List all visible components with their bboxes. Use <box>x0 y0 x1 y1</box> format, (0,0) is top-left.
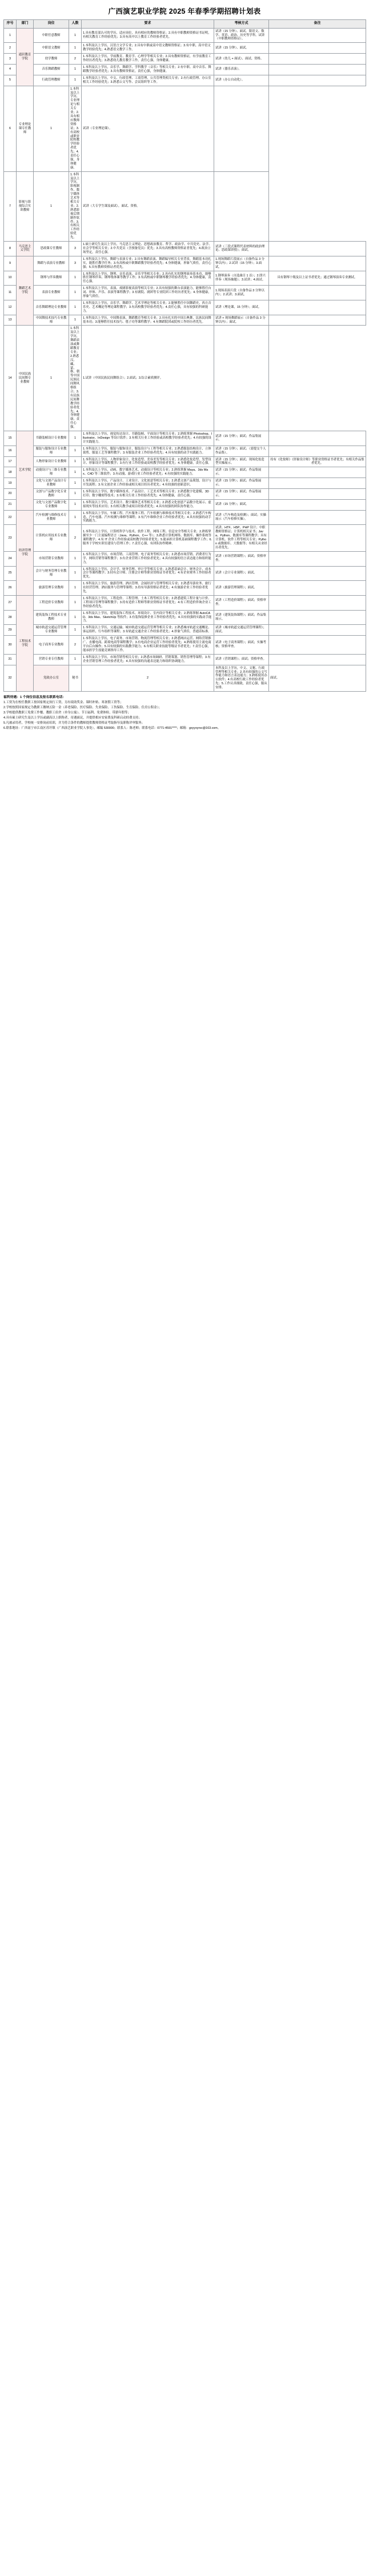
row-remark <box>269 242 366 256</box>
table-row <box>4 456 366 467</box>
row-headcount: 1 <box>69 446 82 456</box>
row-requirements: 1.本科及以上学历，视觉传达设计、书籍装帧、平面设计等相关专业；2.熟练掌握 Photoshop、Illustrator、InDesign 等设计软件；3.有相关行业工作经验或高校教学经验者优先；4.有较强的设计实践能力。 <box>82 431 214 446</box>
row-index: 24 <box>4 551 17 566</box>
row-requirements: 1.本科及以上学历，中文、行政管理、工商管理、公共管理类相关专业；2.有行政管理、办公室相关工作经验优先；3.熟悉公文写作、会议组织等工作。 <box>82 75 214 86</box>
row-exam-method: 试讲（15 分钟）；面试；作品集展示。 <box>214 431 269 446</box>
row-exam-method: 试讲（办公自动化）。 <box>214 75 269 86</box>
row-headcount: 2 <box>69 525 82 551</box>
row-exam-method: 1.试讲（中国民族民间舞组合）；2.面试；3.综合素质测评。 <box>82 326 214 431</box>
row-requirements: 1.本科及以上学历，会计学、财务管理、审计学等相关专业；2.熟悉基础会计、财务会计、成本会计等课程教学；3.持有会计师、注册会计师等职业资格证书者优先；4.有企业财务工作经验者优先。 <box>82 566 214 581</box>
row-requirements: 1.本科及以上学历，中国舞表演、舞蹈教育等相关专业；2.具有扎实的中国古典舞、民族民间舞基本功；3.能够胜任技术技巧、毯子功等课程教学；4.有舞蹈院团或院校工作经历者优先。 <box>82 315 214 326</box>
row-requirements: 1.本科及以上学历，计算机科学与技术、软件工程、网络工程、信息安全等相关专业；2.熟练掌握至少一门主流编程语言（Java、Python、C++ 等）；3.熟悉计算机网络、数据库、操作系统等课程教学；4.有 IT 企业工作经验或高校教学经验者优先；5.能承担计算机基础课程教学工作；6.服务于学校实训室建设与管理工作；7.责任心强，有团队协作精神。 <box>82 525 214 551</box>
row-requirements: 1.本科及以上学历，学前教育、教育学、心理学等相关专业；2.具有教师资格证，有学前教育工作经历者优先；3.熟悉幼儿教育教学工作，责任心强，身体健康。 <box>82 54 214 65</box>
row-requirements: 1.本科及以上学历，旅游管理、酒店管理、会展经济与管理等相关专业；2.熟悉导游业务、旅行社经营管理、酒店服务与管理等课程；3.持有导游资格证者优先；4.有旅游企业工作经验者优先。 <box>82 581 214 596</box>
row-post: 动漫设计与三维专业教师 <box>34 467 69 478</box>
row-remark <box>269 566 366 581</box>
table-row <box>4 581 366 596</box>
row-requirements: 1.本科及以上学历，工程造价、工程管理、土木工程等相关专业；2.熟悉建筑工程计量与计价、工程项目管理等课程教学；3.持有造价工程师等职业资格证书者优先；4.有工程造价咨询企业工作经验者优先。 <box>82 595 214 610</box>
row-headcount: 1 <box>69 625 82 636</box>
row-requirements: 1.本科及以上学历，市场营销、工商管理、电子商务等相关专业；2.熟悉市场营销、消费者行为学、网络营销等课程教学；3.有企业营销工作经验者优先；4.具有较强的语言表达能力和组织能力。 <box>82 551 214 566</box>
row-requirements: 1.本科及以上学历，市场营销等相关专业；2.熟悉市场调研、营销策划、销售管理等课程；3.有企业营销管理工作经验者优先；4.具有较强的沟通表达能力和组织协调能力。 <box>82 654 214 665</box>
table-row <box>4 315 366 326</box>
row-headcount: 1 <box>69 286 82 300</box>
row-post: 文化与文创产品设计专业教师 <box>34 478 69 489</box>
table-row <box>4 566 366 581</box>
row-requirements: 1.本科及以上学历，建筑装饰工程技术、环境设计、室内设计等相关专业；2.熟练掌握 AutoCAD、3ds Max、SketchUp 等软件；3.有装饰装修企业工作经验者优先；4.具有较强的实践动手能力。 <box>82 610 214 625</box>
row-exam-method: 试讲（15 分钟）；面试。 <box>214 499 269 510</box>
row-exam-method: 试讲（市场营销课程）；面试；资格审查。 <box>214 551 269 566</box>
table-row <box>4 171 366 241</box>
row-exam-method: 试讲（15 分钟）、面试。 <box>214 43 269 54</box>
row-headcount: 1 <box>69 489 82 500</box>
row-remark <box>269 54 366 65</box>
row-requirements: 1.本科及以上学历，专业理论与相关专业；2.具有相应教师资格证；3.有高校或职业院校教学经验者优先；4.责任心强，身体健康。 <box>69 86 82 171</box>
note-line: 5.凡被录用者，学校统一安排岗前培训，并为符合条件的教师提供教师资格证考取指导及职称评审服务； <box>3 721 145 725</box>
row-headcount: 2 <box>82 665 214 691</box>
row-post: 文化与文创产品数字化专业教师 <box>34 499 69 510</box>
row-index: 13 <box>4 315 17 326</box>
table-row <box>4 467 366 478</box>
row-post: 秘书 <box>69 665 82 691</box>
table-row <box>4 65 366 75</box>
row-index: 16 <box>4 446 17 456</box>
row-exam-method: 试讲（器乐表演）。 <box>214 65 269 75</box>
table-header-row <box>4 20 366 29</box>
note-line: 3.学校提供教职工免费工作餐、教职工宿舍（单身公寓）、节日福利、免费体检、带薪年假等； <box>3 711 131 715</box>
row-headcount: 1 <box>69 478 82 489</box>
row-index: 19 <box>4 478 17 489</box>
row-post: 音乐舞蹈教师 <box>34 65 69 75</box>
row-requirements: 1.本科及以上学历，舞蹈表演或舞蹈教育专业；2.熟悉汉、藏、蒙、维、朝等中国民族民间舞风格组合；3.有民族民间舞教学经验者优先；4.身体健康，责任心强。 <box>69 326 82 431</box>
table-row <box>4 610 366 625</box>
row-exam-method: 试讲（汽车构造及检测）；面试；实操展示（汽车检修实操）。 <box>214 510 269 525</box>
row-index: 14 <box>4 326 17 431</box>
row-exam-method: 试讲（专业理论课）。 <box>82 86 214 171</box>
row-exam-method: 试讲（电子商务课程）；面试；实操考核；资格审查。 <box>214 636 269 655</box>
row-post: 中职任意教师 <box>34 28 69 43</box>
row-post: 会计与财务管理专业教师 <box>34 566 69 581</box>
table-row <box>4 446 366 456</box>
row-headcount: 1 <box>69 581 82 596</box>
row-headcount: 2 <box>69 636 82 655</box>
row-post: 工程造价专业教师 <box>34 595 69 610</box>
row-exam-method: 试讲（建筑装饰课程）；面试；作品集展示。 <box>214 610 269 625</box>
row-exam-method: 试讲（营销课程）；面试；资格审查。 <box>214 654 269 665</box>
row-headcount: 1 <box>69 610 82 625</box>
row-post: 舞蹈与表演专业教师 <box>34 256 69 271</box>
row-index: 18 <box>4 467 17 478</box>
row-headcount: 1 <box>69 65 82 75</box>
table-row <box>4 525 366 551</box>
col-exam: 考核方式 <box>214 20 269 29</box>
row-index: 20 <box>4 489 17 500</box>
row-requirements: 1.具有教育部认可的学历，适应岗位，具有相应的教师资格证；2.具有中职教师资格证书证明，有相关教育工作经验优先；3.具有高中以上教育工作经验者优先。 <box>82 28 214 43</box>
row-headcount: 1 <box>69 551 82 566</box>
col-number: 人数 <box>69 20 82 29</box>
notes-heading: 福利待遇：1 个岗位信息及报名联系电话： <box>3 696 66 700</box>
row-index: 8 <box>4 242 17 256</box>
row-department: 艺术学院 <box>17 431 34 511</box>
notes-section <box>3 695 366 731</box>
row-index: 27 <box>4 595 17 610</box>
row-remark <box>269 467 366 478</box>
row-requirements: 1.本科及以上学历，舞蹈与表演专业；2.具有舞蹈表演、舞蹈编导相关专业背景，舞蹈基本功扎实，能胜任教学任务；3.有高校或中职舞蹈教学经验者优先；4.身体健康，形象气质佳，责任心强；5.具有教师资格证者优先。 <box>82 256 214 271</box>
row-requirements: 1.本科及以上学历，人物形象设计、化妆造型、美容美发等相关专业；2.熟悉化妆造型、发型设计、形象设计等课程教学；3.有行业工作经验或高校教学经验者优先；4.身体健康，责任心强。 <box>82 456 214 467</box>
row-remark: 持有《化妆师》《形象设计师》等职业资格证书者优先；有相关作品集者优先。 <box>269 456 366 467</box>
row-exam-method: 试讲（会计专业课程）；面试。 <box>214 566 269 581</box>
row-exam-method: 试讲（大专学生课及面试），面试、资格。 <box>82 171 214 241</box>
row-index: 6 <box>4 86 17 171</box>
table-row <box>4 271 366 286</box>
row-post: 服装与服饰设计专业教师 <box>34 446 69 456</box>
row-remark <box>269 478 366 489</box>
row-index: 28 <box>4 610 17 625</box>
table-row <box>4 636 366 655</box>
note-line: 1.工资为在校任教职工按国家规定执行工资，另有绩效奖金、课时补贴、寒暑假工资等； <box>3 701 123 705</box>
row-exam-method: 试讲 + 现场舞蹈展示（自备作品 3 分钟以内）；面试。 <box>214 315 269 326</box>
row-requirements: 1.本科及以上学历，数字媒体技术、产品设计、工艺美术等相关专业；2.熟悉数字化建模、3D 打印、数字雕刻等技术；3.有相关行业工作经验者优先；4.身体健康，责任心强。 <box>82 489 214 500</box>
row-requirements: 1.本科及以上学历，音乐学、舞蹈学、学科教学（音乐）等相关专业；2.有中职、高中音乐、舞蹈教学经验者优先；3.具有教师资格证，责任心强，身体健康。 <box>82 65 214 75</box>
table-row <box>4 256 366 271</box>
row-remark <box>269 286 366 300</box>
row-requirements: 1.本科及以上学历，交通运输、城市轨道交通运营管理等相关专业；2.熟悉城市轨道交通概论、客运组织、行车组织等课程；3.有轨道交通企业工作经验者优先；4.形象气质佳，普通话标准。 <box>82 625 214 636</box>
col-index: 序号 <box>4 20 17 29</box>
row-requirements: 1.本科及以上学历，车辆工程、汽车服务工程、汽车检测与维修技术等相关专业；2.熟悉汽车构造、汽车电器、汽车检测与维修等课程；3.有汽车维修企业工作经验者优先；4.具有较强的动手实践能力。 <box>82 510 214 525</box>
row-index: 5 <box>4 75 17 86</box>
table-row <box>4 510 366 525</box>
row-headcount: 1 <box>69 271 82 286</box>
table-row <box>4 300 366 315</box>
row-requirements: 1.本科及以上学历，表演、戏剧影视表演等相关专业；2.具有较强的舞台表演能力，能够胜任台词、形体、声乐、表演等课程教学；3.有剧院、剧团等专业院团工作经历者优先；4.身体健康，形象气质佳。 <box>82 286 214 300</box>
row-headcount: 2 <box>69 54 82 65</box>
row-post: 汽车检测与维修技术专业教师 <box>34 510 69 525</box>
row-headcount: 1 <box>34 171 69 241</box>
row-index: 30 <box>4 636 17 655</box>
col-post: 岗位 <box>34 20 69 29</box>
row-post: 书籍装帧设计专业教师 <box>34 431 69 446</box>
table-row <box>4 75 366 86</box>
page-title: 广西演艺职业学院 2025 年春季学期招聘计划表 <box>108 7 261 15</box>
row-remark: 具有钢琴十级及以上证书者优先；通过钢琴演奏专业测试。 <box>269 271 366 286</box>
recruitment-table <box>3 19 366 692</box>
table-row <box>4 28 366 43</box>
table-row <box>4 499 366 510</box>
row-index: 11 <box>4 286 17 300</box>
row-remark <box>214 326 269 431</box>
row-index: 12 <box>4 300 17 315</box>
row-post: 计算机应用技术专业教师 <box>34 525 69 551</box>
row-headcount: 1 <box>69 467 82 478</box>
row-requirements: 1.本科及以上学历，钢琴、音乐表演、音乐学等相关专业；2.具有扎实的钢琴演奏基本功，能够胜任钢琴伴奏、钢琴集体课等教学工作；3.有高校或中职钢琴教学经验者优先；4.身体健康，责任心强。 <box>82 271 214 286</box>
row-post: 表演专业教师 <box>34 286 69 300</box>
row-remark <box>269 300 366 315</box>
row-requirements: 1.本科及以上学历，艺术设计、数字媒体艺术等相关专业；2.熟悉文化创意产品数字化展示、虚拟现实等技术应用；3.有相关教学或项目经验者优先；4.具有较强的团队协作能力。 <box>82 499 214 510</box>
row-post: 营销专业专任教师 <box>34 654 69 665</box>
row-index: 10 <box>4 271 17 286</box>
row-headcount: 1 <box>34 326 69 431</box>
row-index: 15 <box>4 431 17 446</box>
col-department: 部门 <box>17 20 34 29</box>
row-requirements: 1.本科及以上学历，音乐学、舞蹈学、艺术学理论等相关专业；2.能够胜任中国舞蹈史、西方音乐史、艺术概论等理论课程教学；3.有高校教学经验者优先；4.责任心强，具有较强的科研能力。 <box>82 300 214 315</box>
table-row <box>4 431 366 446</box>
table-row <box>4 595 366 610</box>
row-exam-method: 试讲、HTF、H5P、PHP 设计；中职教师资格证；计算机相关证书；Java、Python、数据库等课程教学；具有计算机、软件工程等相关专业；Python 或数据库、大数据等；有相关从业经历者优先。 <box>214 525 269 551</box>
row-remark <box>269 489 366 500</box>
row-exam-method: 试讲（三段式课程代表材料的政治理论、思政课讲授）；面试。 <box>214 242 269 256</box>
row-headcount: 1 <box>69 456 82 467</box>
row-exam-method: 试讲（工程造价课程）；面试；资格审查。 <box>214 595 269 610</box>
row-index: 29 <box>4 625 17 636</box>
row-headcount: 1 <box>69 315 82 326</box>
row-post: 音乐舞蹈理论专业教师 <box>34 300 69 315</box>
row-remark <box>269 28 366 43</box>
col-remark: 备注 <box>269 20 366 29</box>
table-row <box>4 654 366 665</box>
row-remark <box>269 431 366 446</box>
row-requirements: 1.本科及以上学历，电子商务、市场营销、物流管理等相关专业；2.熟悉网店运营、网络营销推广、直播电商、跨境电商等课程教学；3.有电商企业运营工作经验者优先；4.熟练使用主流电商平台后台操作；5.具有较强的实践教学能力；6.有相关职业技能等级证书者优先；7.责任心强，能承担学生技能竞赛指导工作。 <box>82 636 214 655</box>
note-line: 4.具有硕士研究生及以上学历或副高以上职称者，待遇面议，并提供相应安家费及科研启动经费支持； <box>3 716 142 720</box>
row-headcount: 1 <box>69 595 82 610</box>
row-post: 电子商务专业教师 <box>34 636 69 655</box>
row-post: 市场营销专业教师 <box>34 551 69 566</box>
col-requirements: 要求 <box>82 20 214 29</box>
row-index: 17 <box>4 456 17 467</box>
table-body <box>4 28 366 691</box>
row-remark <box>269 551 366 566</box>
row-remark <box>269 75 366 86</box>
row-post: 思政课专任教师 <box>34 242 69 256</box>
row-index: 26 <box>4 581 17 596</box>
row-exam-method: 试讲（15 分钟）；面试；作品集展示。 <box>214 478 269 489</box>
row-post: 旅游管理专业教师 <box>34 581 69 596</box>
row-headcount: 1 <box>69 499 82 510</box>
row-exam-method: 试讲（15 分钟）；面试；作品集展示。 <box>214 489 269 500</box>
notes-list <box>3 701 366 731</box>
table-row <box>4 551 366 566</box>
row-post: 中国民族民间舞专业教师 <box>17 326 34 431</box>
row-remark <box>269 65 366 75</box>
row-post: 钢琴与伴奏教师 <box>34 271 69 286</box>
row-remark <box>269 625 366 636</box>
row-department: 舞蹈艺术学院 <box>17 256 34 326</box>
row-index: 23 <box>4 525 17 551</box>
row-remark <box>269 525 366 551</box>
row-post: 建筑装饰工程技术专业教师 <box>34 610 69 625</box>
row-headcount: 1 <box>69 300 82 315</box>
row-index: 25 <box>4 566 17 581</box>
row-headcount: 1 <box>69 431 82 446</box>
row-department: 工程技术学院 <box>17 595 34 691</box>
row-requirements: 1.本科及以上学历，动画、数字媒体艺术、动漫设计等相关专业；2.熟练掌握 Maya、3ds Max、C4D 等三维软件；3.有动漫、游戏行业工作经验者优先；4.有较强的实践能力。 <box>82 467 214 478</box>
row-requirements: 1.本科及以上学历，产品设计、工业设计、文化创意等相关专业；2.熟悉文创产品策划、设计与开发流程；3.有文创企业工作经验或相关项目经历者优先；4.有较强的创新意识。 <box>82 478 214 489</box>
row-headcount: 1 <box>69 43 82 54</box>
row-exam-method: 试讲（15 分钟）；面试；作品集展示。 <box>214 467 269 478</box>
row-index: 4 <box>4 65 17 75</box>
row-exam-method: 试讲（理论课，15 分钟）；面试。 <box>214 300 269 315</box>
row-exam-method: 试讲（15 分钟）；面试；现场化妆造型实操展示。 <box>214 456 269 467</box>
row-post: 行政管理教师 <box>34 75 69 86</box>
note-line: 6.联系地址：广西南宁市江南区苏圩镇（广西演艺职业学院人事处），邮编 530000；联系人：陈老师；联系电话：0771-4591****；邮箱：gxyyxyrsc@163.com。 <box>3 726 221 730</box>
row-remark <box>269 581 366 596</box>
row-requirements: 1.本科及以上学历，服装与服饰设计、服装设计与工程等相关专业；2.熟悉服装结构设计、立体裁剪、服装工艺等课程教学；3.有服装企业工作经验者优先；4.具有较强的动手实践能力。 <box>82 446 214 456</box>
row-headcount: 1 <box>69 75 82 86</box>
row-post: 幼学教师 <box>34 54 69 65</box>
row-remark <box>214 86 269 171</box>
row-post: 人物形象设计专业教师 <box>34 456 69 467</box>
row-department: 通识教育学院 <box>17 28 34 86</box>
row-index: 31 <box>4 654 17 665</box>
table-row <box>4 43 366 54</box>
row-post: 中职语文教师 <box>34 43 69 54</box>
row-headcount: 1 <box>69 28 82 43</box>
row-exam-method: 1.现场表演片段（自备作品 3 分钟以内）；2.试讲；3.面试。 <box>214 286 269 300</box>
row-exam-method: 试讲（旅游管理课程）；面试。 <box>214 581 269 596</box>
row-index: 7 <box>4 171 17 241</box>
table-row <box>4 489 366 500</box>
row-exam-method: 试讲（幼儿 + 面试）、面试、资格。 <box>214 54 269 65</box>
table-row <box>4 286 366 300</box>
row-post: 城市轨道交通运营管理专业教师 <box>34 625 69 636</box>
row-remark <box>269 446 366 456</box>
row-index: 2 <box>4 43 17 54</box>
table-row <box>4 242 366 256</box>
row-index: 1 <box>4 28 17 43</box>
row-requirements: 1.硕士研究生及以上学历，马克思主义理论、思想政治教育、哲学、政治学、中共党史、法学、社会学等相关专业；2.中共党员（含预备党员）优先；3.具有高校教师资格证者优先；4.政治立场坚定，责任心强。 <box>82 242 214 256</box>
row-exam-method: 试讲（15 分钟）、面试。限语文、数学、英语、政治、历史等学科。试讲（中职教师资格证）。 <box>214 28 269 43</box>
row-headcount: 3 <box>69 242 82 256</box>
row-headcount: 1 <box>69 510 82 525</box>
table-row <box>4 86 366 171</box>
row-post: 中国舞技术技巧专业教师 <box>34 315 69 326</box>
row-exam-method: 1.现场舞蹈片段展示（自备作品 3 分钟以内）；2.试讲（15 分钟）；3.面试。 <box>214 256 269 271</box>
row-remark <box>269 636 366 655</box>
row-exam-method: 试讲（城市轨道交通运营管理课程）；面试。 <box>214 625 269 636</box>
row-remark <box>269 510 366 525</box>
note-line: 2.学校按照国家规定为教职工缴纳五险一金（养老保险、医疗保险、失业保险、工伤保险、生育保险、住房公积金）； <box>3 706 162 710</box>
row-remark <box>269 499 366 510</box>
row-headcount: 1 <box>69 654 82 665</box>
row-remark <box>269 256 366 271</box>
row-index: 9 <box>4 256 17 271</box>
row-post: 专业理论课专任教师 <box>17 86 34 171</box>
row-requirements: 1.本科及以上学历，影视制作、数字媒体艺术等相关专业；2.熟悉影视后期制作软件；3.有相关工作经验优先。 <box>69 171 82 241</box>
row-headcount: 1 <box>69 566 82 581</box>
row-exam-method: 1.钢琴演奏（自选曲目 1 首）；2.即兴伴奏（现场抽题）；3.试讲；4.面试。 <box>214 271 269 286</box>
table-row <box>4 478 366 489</box>
row-remark <box>269 595 366 610</box>
row-requirements: 本科及以上学历，中文、文秘、行政管理等相关专业；2.具有较强的公文写作能力和语言表达能力；3.熟练使用办公软件；4.有高校行政工作经验者优先；5.工作认真细致，责任心强，服从安排。 <box>214 665 269 691</box>
table-row <box>4 54 366 65</box>
row-remark <box>269 610 366 625</box>
row-exam-method: 面试。 <box>269 665 366 691</box>
row-headcount: 1 <box>34 86 69 171</box>
row-index: 22 <box>4 510 17 525</box>
row-remark <box>269 43 366 54</box>
row-department: 党政办公室 <box>34 665 69 691</box>
row-requirements: 1.本科及以上学历，汉语言文学专业；2.具有中职或高中语文教师资格证；3.有中职、高中语文教学经验优先；4.熟悉语文教学工作。 <box>82 43 214 54</box>
row-index: 3 <box>4 54 17 65</box>
table-row <box>4 625 366 636</box>
row-remark <box>269 315 366 326</box>
row-exam-method: 试讲（15 分钟）；面试；（需提交个人作品集）。 <box>214 446 269 456</box>
row-index: 21 <box>4 499 17 510</box>
row-remark <box>214 171 269 241</box>
row-remark <box>269 654 366 665</box>
row-post: 文创与产品数字化专业教师 <box>34 489 69 500</box>
table-row <box>4 665 366 691</box>
row-post: 影视与影视综合实训教师 <box>17 171 34 241</box>
row-headcount: 3 <box>69 256 82 271</box>
page-root <box>0 0 369 737</box>
row-department: 马克思主义学院 <box>17 242 34 256</box>
table-row <box>4 326 366 431</box>
row-department: 经济管理学院 <box>17 510 34 595</box>
row-index: 32 <box>4 665 17 691</box>
